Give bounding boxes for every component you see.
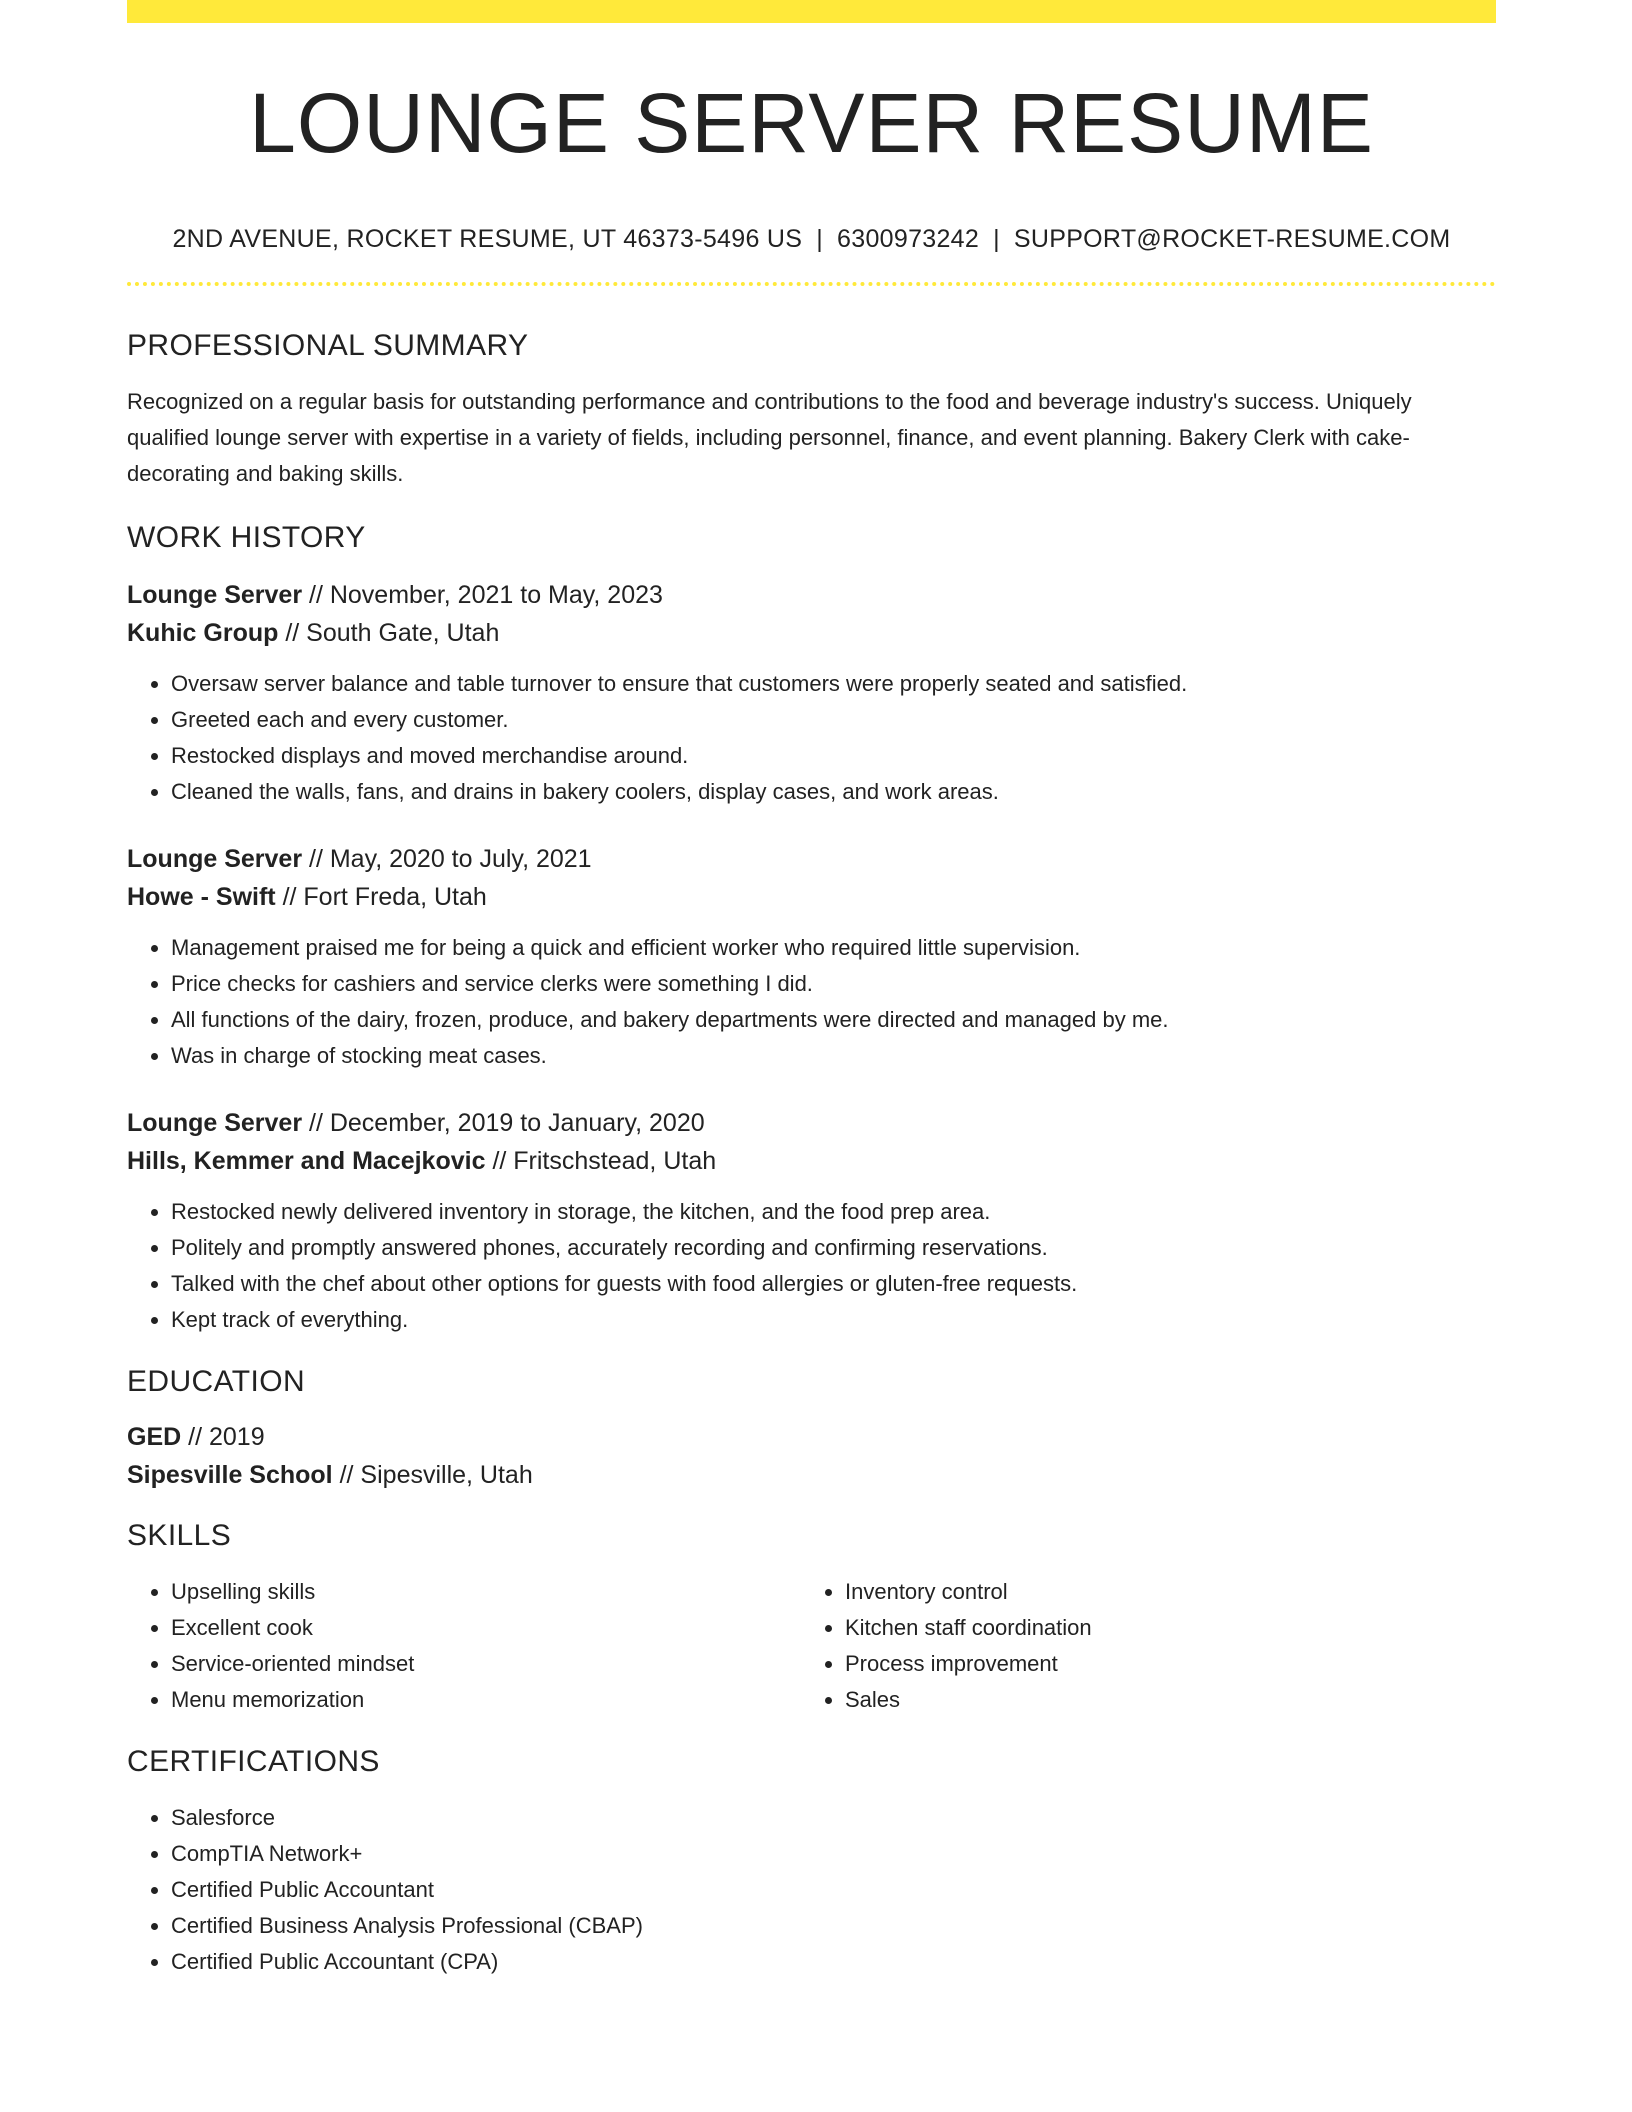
- contact-separator: |: [816, 225, 824, 253]
- certification-item: • Certified Public Accountant: [171, 1872, 1496, 1908]
- skill-item: • Service-oriented mindset: [171, 1646, 801, 1682]
- education-degree-line: [127, 1422, 1496, 1452]
- job-dates: // May, 2020 to July, 2021: [309, 845, 592, 873]
- job-location: // South Gate, Utah: [285, 619, 500, 647]
- contact-address: 2ND AVENUE, ROCKET RESUME, UT 46373-5496 US: [172, 225, 803, 253]
- certifications-heading: CERTIFICATIONS: [127, 1745, 380, 1778]
- job-bullet: • All functions of the dairy, frozen, produce, and bakery departments were directed and managed by me.: [171, 1002, 1496, 1038]
- job-bullet: • Cleaned the walls, fans, and drains in bakery coolers, display cases, and work areas.: [171, 774, 1496, 810]
- education-school-line: [127, 1460, 1496, 1490]
- job-bullet: • Kept track of everything.: [171, 1302, 1496, 1338]
- job-bullet: • Was in charge of stocking meat cases.: [171, 1038, 1496, 1074]
- education-school: Sipesville School: [127, 1461, 333, 1489]
- job-bullets: [127, 666, 1496, 810]
- education-degree: GED: [127, 1423, 182, 1451]
- job-company: Kuhic Group: [127, 619, 279, 647]
- summary-text: Recognized on a regular basis for outstanding performance and contributions to the food and beverage industry's success. Uniquely qualified lounge server with expertise in a variety of fields, including personnel, finance, and event planning. Bakery Clerk with cake-decorating and baking skills.: [127, 389, 1412, 486]
- skill-item: • Kitchen staff coordination: [845, 1610, 1475, 1646]
- contact-email: SUPPORT@ROCKET-RESUME.COM: [1013, 225, 1451, 253]
- education-location: // Sipesville, Utah: [339, 1461, 533, 1489]
- job-bullets: [127, 1194, 1496, 1338]
- certification-item: • CompTIA Network+: [171, 1836, 1496, 1872]
- job-company-line: [127, 618, 1496, 648]
- skill-item: • Sales: [845, 1682, 1475, 1718]
- job-dates: // November, 2021 to May, 2023: [309, 581, 663, 609]
- skill-item: • Excellent cook: [171, 1610, 801, 1646]
- job-location: // Fritschstead, Utah: [492, 1147, 717, 1175]
- job-company-line: [127, 882, 1496, 912]
- job-bullet: • Politely and promptly answered phones, accurately recording and confirming reservations.: [171, 1230, 1496, 1266]
- job-title-line: [127, 580, 1496, 610]
- skills-column-right: [801, 1574, 1475, 1718]
- job-bullet: • Oversaw server balance and table turnover to ensure that customers were properly seated and satisfied.: [171, 666, 1496, 702]
- skill-item: • Inventory control: [845, 1574, 1475, 1610]
- certifications-list: [127, 1800, 1496, 1980]
- education-year: // 2019: [188, 1423, 265, 1451]
- job-bullet: • Greeted each and every customer.: [171, 702, 1496, 738]
- job-entry: [127, 580, 1496, 810]
- education-entry: [127, 1422, 1496, 1490]
- job-bullet: • Restocked displays and moved merchandise around.: [171, 738, 1496, 774]
- job-title-line: [127, 1108, 1496, 1138]
- job-entry: [127, 1108, 1496, 1338]
- contact-phone: 6300973242: [837, 225, 980, 253]
- job-bullet: • Talked with the chef about other options for guests with food allergies or gluten-free requests.: [171, 1266, 1496, 1302]
- job-company-line: [127, 1146, 1496, 1176]
- job-title: Lounge Server: [127, 1109, 303, 1137]
- dotted-divider: [127, 282, 1496, 286]
- skill-item: • Menu memorization: [171, 1682, 801, 1718]
- skills-list: [127, 1574, 1496, 1718]
- certification-item: • Salesforce: [171, 1800, 1496, 1836]
- job-company: Hills, Kemmer and Macejkovic: [127, 1147, 486, 1175]
- job-title-line: [127, 844, 1496, 874]
- resume-title: LOUNGE SERVER RESUME: [249, 76, 1374, 170]
- job-company: Howe - Swift: [127, 883, 276, 911]
- skill-item: • Upselling skills: [171, 1574, 801, 1610]
- job-title: Lounge Server: [127, 581, 303, 609]
- resume-content: [127, 0, 1496, 1980]
- skill-item: • Process improvement: [845, 1646, 1475, 1682]
- certification-item: • Certified Business Analysis Professional (CBAP): [171, 1908, 1496, 1944]
- job-dates: // December, 2019 to January, 2020: [309, 1109, 705, 1137]
- education-heading: EDUCATION: [127, 1365, 306, 1398]
- job-bullets: [127, 930, 1496, 1074]
- job-title: Lounge Server: [127, 845, 303, 873]
- skills-column-left: [127, 1574, 801, 1718]
- accent-bar: [127, 0, 1496, 23]
- job-entry: [127, 844, 1496, 1074]
- contact-line: [127, 225, 1496, 254]
- skills-heading: SKILLS: [127, 1519, 232, 1552]
- certification-item: • Certified Public Accountant (CPA): [171, 1944, 1496, 1980]
- contact-separator: |: [993, 225, 1000, 253]
- job-bullet: • Management praised me for being a quick and efficient worker who required little supervision.: [171, 930, 1496, 966]
- job-bullet: • Price checks for cashiers and service clerks were something I did.: [171, 966, 1496, 1002]
- work-history-heading: WORK HISTORY: [127, 521, 366, 554]
- job-location: // Fort Freda, Utah: [282, 883, 487, 911]
- summary-heading: PROFESSIONAL SUMMARY: [127, 329, 529, 362]
- job-bullet: • Restocked newly delivered inventory in storage, the kitchen, and the food prep area.: [171, 1194, 1496, 1230]
